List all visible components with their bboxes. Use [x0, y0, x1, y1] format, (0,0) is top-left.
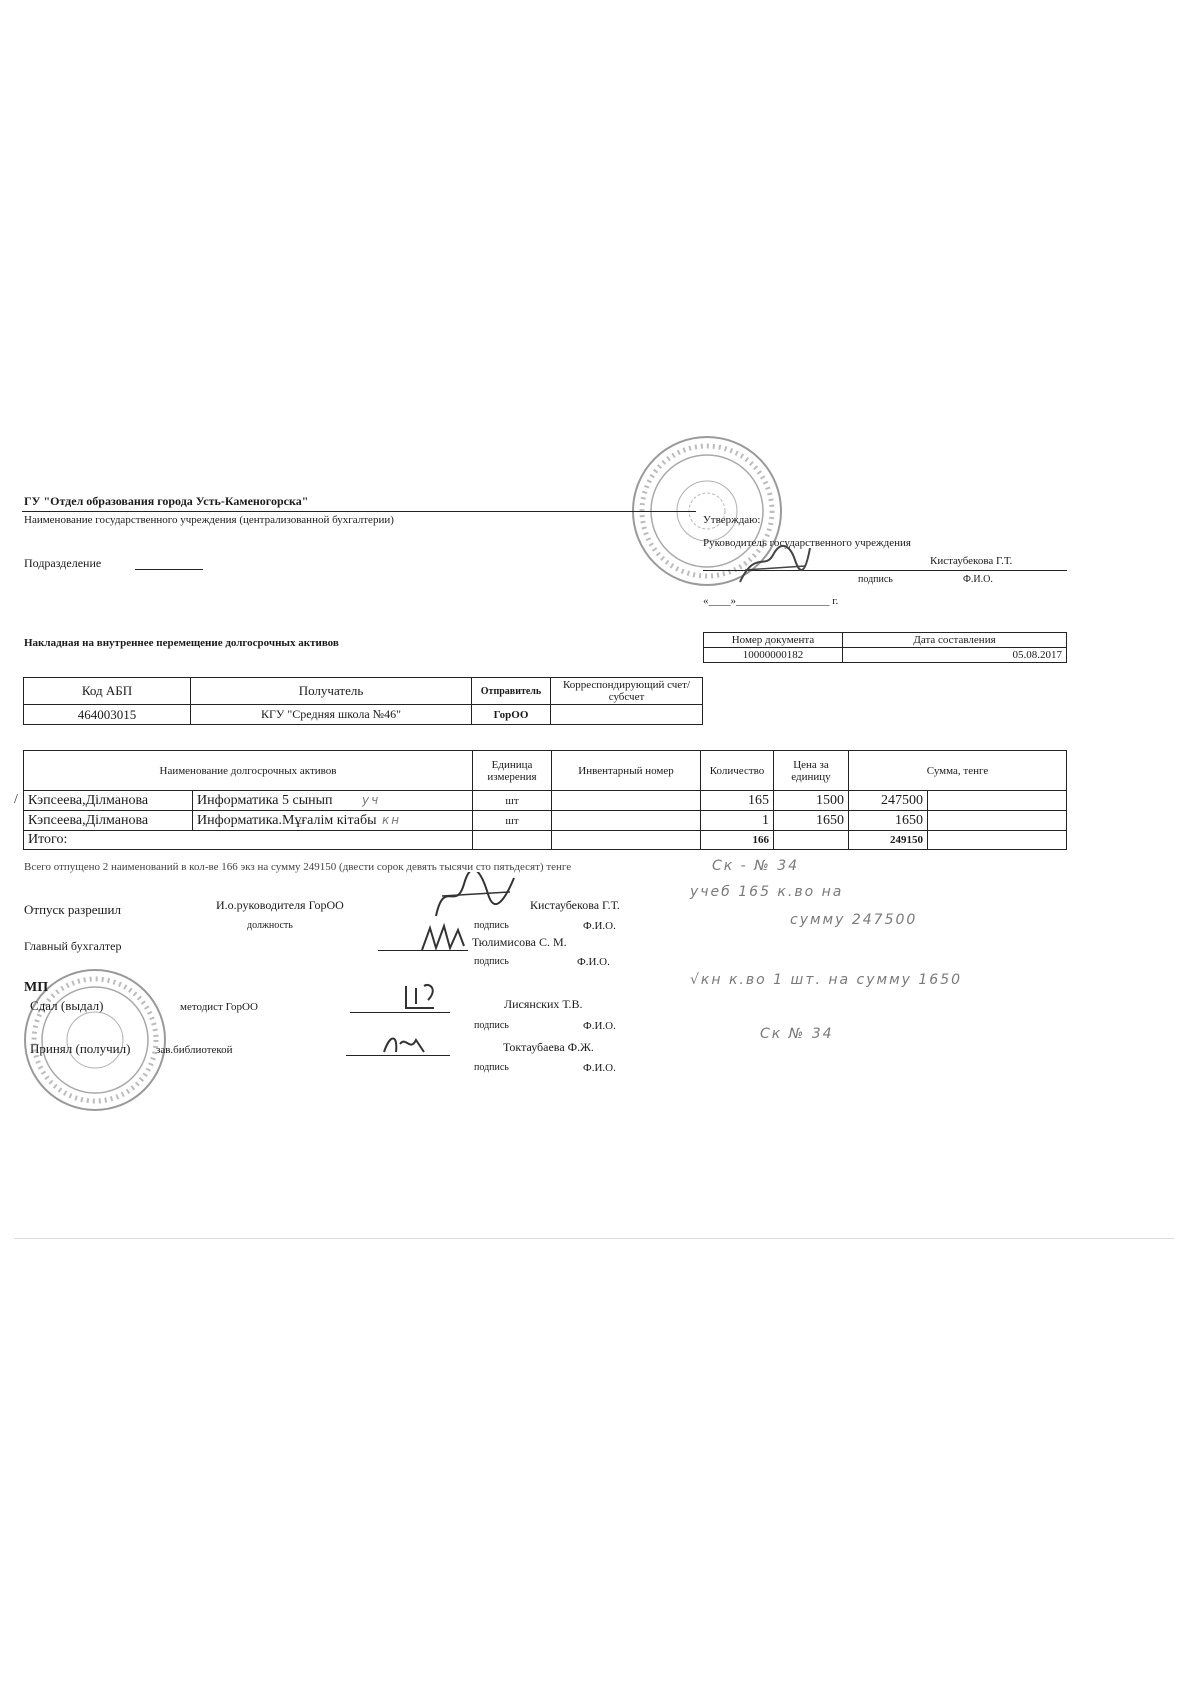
parties-header-sender: Отправитель — [472, 678, 551, 705]
handwritten-note: Ск - № 34 — [712, 858, 800, 874]
asset-price: 1650 — [774, 811, 849, 831]
handed-label: Сдал (выдал) — [30, 998, 104, 1013]
received-fio-caption: Ф.И.О. — [583, 1062, 616, 1074]
table-row — [24, 791, 1067, 811]
total-qty: 166 — [701, 831, 774, 850]
parties-header-account: Корреспондирующий счет/субсчет — [551, 678, 703, 705]
org-name-underline — [22, 511, 696, 512]
assets-header-price: Цена за единицу — [774, 751, 849, 791]
doc-date-header: Дата составления — [843, 633, 1067, 648]
assets-header-unit: Единица измерения — [473, 751, 552, 791]
release-label: Отпуск разрешил — [24, 902, 121, 917]
parties-header-recipient: Получатель — [191, 678, 472, 705]
accountant-name: Тюлимисова С. М. — [472, 935, 567, 949]
assets-header-sum: Сумма, тенге — [849, 751, 1067, 791]
accountant-sign-caption: подпись — [474, 956, 509, 967]
summary-line: Всего отпущено 2 наименований в кол-ве 166 экз на сумму 249150 (двести сорок девять тысячи сто пятьдесят) тенге — [24, 861, 572, 873]
approve-label: Утверждаю: — [703, 514, 761, 526]
accountant-fio-caption: Ф.И.О. — [577, 956, 610, 968]
handwritten-note: Ск № 34 — [760, 1026, 834, 1042]
release-sign-caption: подпись — [474, 920, 509, 931]
asset-note: кн — [381, 812, 402, 827]
approve-sign-caption: подпись — [858, 574, 893, 585]
asset-sum: 247500 — [849, 791, 928, 811]
row-mark: / — [14, 792, 18, 807]
handwritten-note: сумму 247500 — [790, 912, 918, 928]
table-total-row — [24, 831, 1067, 850]
total-label: Итого: — [24, 831, 473, 850]
received-sign-caption: подпись — [474, 1062, 509, 1073]
asset-inventory — [552, 811, 701, 831]
stamp-place-label: МП — [24, 980, 49, 995]
accountant-label: Главный бухгалтер — [24, 939, 122, 953]
received-label: Принял (получил) — [30, 1041, 131, 1056]
handed-signature — [400, 980, 444, 1014]
received-position: зав.библиотекой — [156, 1044, 233, 1056]
parties-recipient: КГУ "Средняя школа №46" — [191, 705, 472, 725]
release-fio-caption: Ф.И.О. — [583, 920, 616, 932]
handed-position: методист ГорОО — [180, 1001, 258, 1013]
table-row — [24, 811, 1067, 831]
received-signature — [380, 1030, 430, 1058]
handwritten-note: √кн к.во 1 шт. на сумму 1650 — [690, 972, 963, 988]
scan-edge-line — [14, 1238, 1174, 1239]
document-number-table — [703, 632, 1067, 663]
parties-account — [551, 705, 703, 725]
handed-fio-caption: Ф.И.О. — [583, 1020, 616, 1032]
release-signature — [430, 872, 520, 922]
organization-caption: Наименование государственного учреждения (централизованной бухгалтерии) — [24, 514, 394, 526]
handed-name: Лисянских Т.В. — [504, 997, 583, 1011]
doc-date-value: 05.08.2017 — [843, 648, 1067, 663]
approve-fio-caption: Ф.И.О. — [963, 574, 993, 585]
handed-sign-caption: подпись — [474, 1020, 509, 1031]
release-name: Кистаубекова Г.Т. — [530, 898, 620, 912]
approve-role: Руководитель государственного учреждения — [703, 537, 911, 549]
asset-sum: 1650 — [849, 811, 928, 831]
assets-table — [23, 750, 1067, 850]
assets-header-inventory: Инвентарный номер — [552, 751, 701, 791]
release-position-caption: должность — [247, 920, 293, 931]
asset-qty: 1 — [701, 811, 774, 831]
document-title: Накладная на внутреннее перемещение долгосрочных активов — [24, 637, 339, 649]
asset-name: Информатика.Мұғалім кітабы — [197, 812, 377, 828]
organization-name: ГУ "Отдел образования города Усть-Каменогорска" — [24, 494, 309, 508]
asset-note: уч — [362, 792, 381, 807]
asset-price: 1500 — [774, 791, 849, 811]
total-sum: 249150 — [849, 831, 928, 850]
asset-unit: шт — [473, 811, 552, 831]
parties-header-abp: Код АБП — [24, 678, 191, 705]
approve-name: Кистаубекова Г.Т. — [930, 555, 1013, 567]
approve-signature — [735, 540, 815, 590]
asset-owner: Кэпсеева,Ділманова — [24, 791, 193, 811]
accountant-signature — [418, 922, 468, 954]
doc-number-value: 10000000182 — [704, 648, 843, 663]
assets-header-qty: Количество — [701, 751, 774, 791]
asset-qty: 165 — [701, 791, 774, 811]
doc-number-header: Номер документа — [704, 633, 843, 648]
handwritten-note: учеб 165 к.во на — [690, 884, 844, 900]
parties-table — [23, 677, 703, 725]
asset-inventory — [552, 791, 701, 811]
parties-sender: ГорОО — [472, 705, 551, 725]
approve-date-line: «____»_________________ г. — [703, 595, 839, 607]
asset-owner: Кэпсеева,Ділманова — [24, 811, 193, 831]
parties-abp-code: 464003015 — [24, 705, 191, 725]
asset-name: Информатика 5 сынып — [197, 792, 333, 808]
subdivision-label: Подразделение — [24, 556, 102, 570]
received-name: Токтаубаева Ф.Ж. — [503, 1040, 594, 1054]
asset-unit: шт — [473, 791, 552, 811]
subdivision-line — [135, 569, 203, 570]
release-position: И.о.руководителя ГорОО — [216, 898, 344, 912]
assets-header-name: Наименование долгосрочных активов — [24, 751, 473, 791]
